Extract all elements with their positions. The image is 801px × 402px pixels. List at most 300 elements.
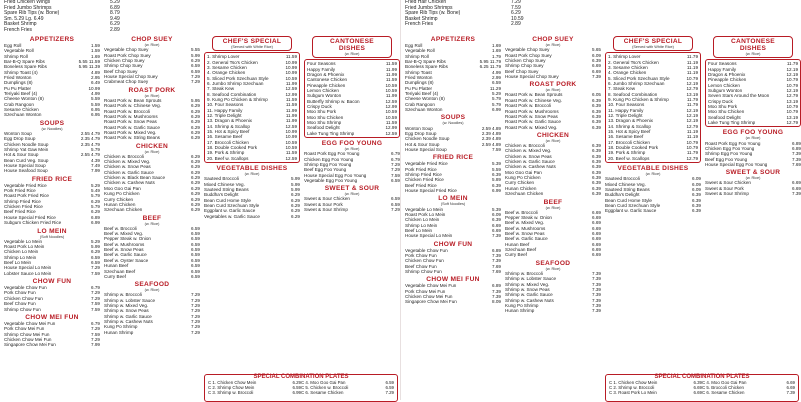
item-name: Vegetable Chow Mei Fun [4, 320, 56, 326]
item-name: Cantonese Chicken [307, 77, 348, 83]
item-name: 10. Four Seasons [207, 102, 244, 108]
item-price: 5.39 [492, 206, 501, 212]
section-subtitle: (w. Rice) [745, 136, 761, 141]
top-items [405, 0, 460, 28]
item-name: Chicken Egg Foo Young [705, 145, 755, 151]
item-price: 6.39 [492, 217, 501, 223]
item-price: 10.99 [285, 70, 297, 76]
item-price: 11.59 [285, 96, 297, 102]
menu-section [405, 154, 501, 193]
item-name: Bean Curd Szechuan Style [204, 203, 260, 208]
section-header [312, 36, 392, 58]
item-name: Sweet & Sour Pork [705, 185, 744, 191]
menu-section [505, 199, 601, 258]
top-strip-text: 7.59 [511, 4, 521, 11]
item-list [505, 92, 601, 129]
section-title: CANTONESE DISHES [731, 38, 775, 52]
item-price: 6.29 [191, 57, 200, 63]
item-name: Kung Po Chicken [505, 175, 541, 181]
item-price: 6.95 [91, 112, 100, 118]
item-name: Shrimp Chow Fun [4, 306, 41, 312]
section-header [705, 129, 801, 140]
item-price: 6.59 [191, 231, 200, 237]
item-price: 6.29 [191, 119, 200, 125]
item-price: 5.95 11.79 [479, 59, 501, 65]
menu-item [304, 178, 400, 183]
item-name: Shrimp Toast (4) [4, 69, 38, 75]
item-list [304, 196, 400, 212]
item-name: Beef Fried Rice [4, 209, 36, 215]
item-price: 5.99 [291, 181, 300, 187]
item-price: 6.79 [391, 156, 400, 162]
item-name: C 3. Roast Pork Lo Mein [609, 390, 657, 395]
section-header [4, 36, 100, 43]
item-price: 6.29 [191, 185, 200, 191]
item-price: 6.89 [91, 214, 100, 220]
item-price: 4.99 [492, 69, 501, 75]
item-name: Beef w. Mixed Veg. [104, 231, 144, 237]
item-name: Seafood Delight [708, 114, 741, 120]
item-name: 15. Hot & Spicy Beef [608, 129, 651, 135]
item-name: Hot & Sour Soup [405, 141, 440, 147]
item-price: 13.19 [686, 91, 698, 97]
section-title: SEAFOOD [535, 259, 571, 267]
item-name: Fried Wonton [4, 75, 32, 81]
item-name: Sweet & Sour Chicken [705, 180, 751, 186]
item-price: 6.69 [592, 252, 601, 258]
item-price: 6.69 [592, 241, 601, 247]
combo-title: SPECIAL COMBINATION PLATES [654, 374, 750, 380]
item-name: Roast Pork w. Mixed Veg. [104, 129, 157, 135]
item-price: 1.59 [91, 43, 100, 48]
item-name: Mixed Chinese Veg. [204, 181, 245, 187]
combo-list [702, 380, 795, 395]
item-name: 18. Double Cooked Pork [207, 145, 258, 151]
item-price: 6.29 [91, 198, 100, 204]
item-price: 6.39 [592, 113, 601, 119]
item-list [4, 239, 100, 276]
menu-section [605, 165, 701, 214]
item-price: 12.99 [385, 103, 397, 109]
item-price: 6.25 11.79 [479, 64, 501, 70]
menu-section [304, 36, 400, 138]
menu-section [4, 314, 100, 348]
item-name: Lake Tung Ting Shrimp [708, 119, 756, 125]
item-price: 5.79 [492, 96, 501, 102]
item-name: Chicken w. Snow Peas [104, 164, 151, 170]
item-price: 5.55 [191, 47, 200, 53]
item-name: 20. Beef w. Scallops [608, 155, 650, 161]
menu-section [505, 132, 601, 197]
item-name: Mixed Chinese Veg. [605, 181, 646, 187]
item-name: Chicken w. Broccoli [505, 143, 545, 149]
item-name: C 2. Shrimp w. Broccoli [609, 385, 655, 390]
section-header [505, 132, 601, 143]
item-name: C 6. Sesame Chicken [702, 390, 745, 395]
item-price: 13.19 [786, 98, 798, 104]
item-name: Egg Roll [4, 43, 22, 48]
item-price: 11.99 [385, 71, 397, 77]
item-price: 7.39 [792, 151, 801, 157]
item-price: 6.29 [291, 197, 300, 203]
item-name: Chicken Egg Foo Young [304, 156, 354, 162]
item-price: 6.29 [191, 124, 200, 130]
section-subtitle: (Served with White Rice) [632, 45, 674, 49]
item-price: 11.59 [385, 77, 397, 83]
item-price: 5.99 [291, 186, 300, 192]
item-price: 7.39 [492, 288, 501, 294]
section-title: CHICKEN [135, 142, 169, 150]
item-name: Beef Chow Fun [4, 301, 36, 307]
section-title: SWEET & SOUR [725, 169, 781, 177]
item-price: 7.29 [385, 390, 394, 395]
item-price: 6.59 [492, 80, 501, 86]
item-price: 6.29 [191, 135, 200, 141]
item-price: 12.79 [786, 119, 798, 125]
menu-section [304, 185, 400, 212]
item-list [705, 141, 801, 168]
section-header [505, 81, 601, 92]
item-name: Singapore Chow Mei Fun [4, 342, 56, 348]
item-price: 7.29 [191, 297, 200, 303]
item-price: 2.55 4.79 [80, 152, 100, 158]
item-price: 5.89 [492, 177, 501, 183]
item-list [204, 52, 300, 163]
item-price: 6.29 [191, 153, 200, 159]
item-price: 6.89 [792, 140, 801, 146]
item-name: Chicken w. Garlic Sauce [104, 169, 154, 175]
combo-list [609, 380, 702, 395]
section-title: CHOW FUN [32, 278, 72, 286]
section-title: CHOP SUEY [131, 36, 173, 43]
menu-item [104, 330, 200, 335]
section-title: CHOW MEI FUN [426, 276, 480, 284]
item-name: Shrimp w. Broccoli [104, 292, 142, 298]
item-name: Vegetable Chow Fun [405, 247, 448, 253]
menu-section [405, 36, 501, 112]
section-header [4, 278, 100, 285]
item-name: Szechuan Chicken [505, 191, 544, 197]
section-subtitle: (w. Noodles) [41, 126, 63, 131]
top-strip-text: 8.79 [110, 10, 120, 17]
item-price: 6.59 [391, 201, 400, 207]
item-name: Sauteed Broccoli [605, 176, 640, 182]
item-name: Shrimp w. Cashew Nuts [104, 319, 153, 325]
item-name: Roast Pork w. Mushrooms [505, 108, 559, 114]
item-price: 6.59 [191, 236, 200, 242]
menu-section [505, 36, 601, 79]
item-price: 7.29 [191, 292, 200, 298]
combo-plates-box [204, 374, 398, 402]
item-name: Roast Pork Chop Suey [505, 52, 552, 58]
menu-section [605, 36, 701, 163]
item-name: Egg Drop Soup [405, 131, 437, 137]
section-subtitle: (w. Rice) [144, 221, 160, 226]
item-price: 7.29 [91, 295, 100, 301]
item-price: 1.69 [492, 43, 501, 48]
top-strip-text: Fried Jumbo Shrimps [405, 4, 453, 11]
item-name: Vegetable Fried Rice [4, 182, 47, 188]
item-price: 7.39 [592, 303, 601, 309]
item-price: 7.39 [492, 253, 501, 259]
menu-section [104, 143, 200, 213]
item-price: 11.79 [786, 61, 798, 67]
item-price: 4.39 [91, 157, 100, 163]
item-price: 7.39 [492, 233, 501, 239]
item-name: Wonton Soup [4, 131, 32, 137]
item-price: 6.39 [592, 164, 601, 170]
item-price: 4.89 [91, 69, 100, 75]
item-price: 7.29 [391, 161, 400, 167]
menu-section [4, 120, 100, 174]
item-price: 10.99 [285, 129, 297, 135]
top-strip [401, 0, 801, 34]
item-name: Moo Goo Gai Pan [505, 169, 542, 175]
item-name: Roast Pork w. Mixed Veg. [505, 124, 558, 130]
top-strip-text: French Fries [4, 26, 33, 33]
section-title: CHOW FUN [433, 240, 473, 248]
item-name: C 2. Shrimp Chow Mein [208, 385, 255, 390]
item-name: Moo Shu Pork [307, 109, 337, 115]
item-price: 6.69 [786, 385, 795, 390]
item-price: 6.59 [191, 252, 200, 258]
item-price: 6.39 [592, 159, 601, 165]
item-price: 7.59 [91, 270, 100, 276]
item-name: C 4. Moo Goo Gai Pan [301, 380, 346, 385]
top-strip-text: 9.49 [110, 15, 120, 22]
item-name: Chicken Chop Suey [505, 57, 546, 63]
combo-item [702, 390, 795, 395]
item-name: House Special Fried Rice [4, 214, 56, 220]
item-name: Pork Chow Fun [4, 290, 36, 296]
item-price: 7.99 [91, 342, 100, 348]
item-name: Bar-B-Q Spare Ribs [4, 59, 45, 65]
section-subtitle: (w. Rice) [545, 43, 561, 47]
menu-section [405, 241, 501, 275]
item-price: 11.99 [285, 107, 297, 113]
section-header [104, 87, 200, 98]
section-subtitle: (w. Rice) [645, 172, 661, 177]
item-price: 10.79 [686, 145, 698, 151]
item-list [304, 151, 400, 183]
combo-item [301, 390, 394, 395]
item-price: 7.59 [391, 172, 400, 178]
item-price: 6.29 [291, 203, 300, 208]
item-price: 11.19 [686, 134, 698, 140]
item-price: 6.39 [692, 208, 701, 214]
section-header [405, 154, 501, 161]
item-name: Roast Pork Egg Foo Young [304, 151, 360, 157]
top-strip-text: Basket Shrimp [405, 15, 438, 22]
item-list [4, 43, 100, 118]
item-price: 10.99 [88, 85, 100, 91]
item-price: 12.79 [686, 155, 698, 161]
item-name: Shrimp Egg Foo Young [304, 161, 352, 167]
item-price: 6.69 [792, 185, 801, 191]
item-price: 7.39 [592, 308, 601, 314]
item-list [405, 126, 501, 153]
item-price: 11.79 [686, 96, 698, 102]
item-price: 12.59 [285, 155, 297, 161]
menu-item [708, 120, 798, 125]
item-name: 5. Sliced Pork Szechuan Style [608, 75, 670, 81]
item-name: Happy Family [307, 66, 336, 72]
item-price: 6.09 [692, 186, 701, 192]
item-name: 1. Shrimp Lover [608, 54, 641, 60]
item-price: 6.59 [91, 260, 100, 266]
section-header [104, 36, 200, 47]
item-price: 6.89 [792, 145, 801, 151]
item-price: 11.19 [686, 129, 698, 135]
item-name: Crab Rangoon [4, 101, 34, 107]
item-name: Dragon & Phoenix [307, 71, 345, 77]
section-title: CHOP SUEY [532, 36, 574, 43]
item-price: 6.39 [592, 143, 601, 149]
menu-item [405, 147, 501, 152]
item-name: 3. Sesame Chicken [608, 64, 648, 70]
item-name: 4. Orange Chicken [608, 70, 647, 76]
section-title: FRIED RICE [31, 175, 73, 183]
menu-column [705, 36, 801, 198]
item-list [4, 285, 100, 312]
item-name: Roast Pork w. String Beans [104, 135, 160, 141]
item-price: 12.19 [686, 107, 698, 113]
item-name: Beef Lo Mein [4, 260, 32, 266]
menu-item [304, 207, 400, 212]
item-price: 7.69 [492, 263, 501, 269]
top-strip [0, 0, 400, 34]
item-price: 7.39 [792, 156, 801, 162]
section-title: CHOW MEI FUN [25, 313, 79, 321]
item-price: 5.39 [492, 161, 501, 167]
item-name: Bean Curd Home Style [605, 197, 652, 203]
section-title: SOUPS [39, 119, 65, 127]
item-name: Roast Pork w. Garlic Sauce [104, 124, 160, 130]
item-price: 12.19 [786, 87, 798, 93]
section-title: APPETIZERS [29, 36, 75, 43]
item-price: 7.39 [492, 294, 501, 300]
item-name: C 1. Chicken Chow Mein [208, 380, 257, 385]
item-name: 8. Seafood Combination [207, 91, 257, 97]
item-price: 6.59 [385, 380, 394, 385]
item-price: 7.29 [191, 324, 200, 330]
item-name: Shrimp w. Garlic Sauce [104, 313, 152, 319]
item-list [104, 226, 200, 279]
item-price: 10.79 [786, 82, 798, 88]
item-price: 6.29 [291, 192, 300, 198]
item-price: 6.39 [592, 180, 601, 186]
item-name: Vegetable Lo Mein [405, 206, 444, 212]
section-subtitle: (w. Rice) [545, 138, 561, 143]
item-name: Sauteed String Beans [605, 186, 650, 192]
menu-item [207, 156, 297, 161]
menu-item [505, 125, 601, 130]
item-price: 7.49 [91, 163, 100, 169]
item-name: Boneless Spare Ribs [4, 64, 47, 70]
section-title: APPETIZERS [430, 36, 476, 43]
item-price: 6.59 [191, 68, 200, 74]
section-header [405, 195, 501, 206]
item-price: 6.69 [492, 222, 501, 228]
item-name: Vegetable Roll [4, 48, 34, 54]
item-price: 2.99 [492, 75, 501, 81]
item-name: Lemon Chicken [307, 87, 339, 93]
item-list [605, 52, 701, 163]
item-name: Chicken Lo Mein [4, 249, 39, 255]
item-price: 5.65 [592, 47, 601, 53]
item-name: Kung Po Shrimp [104, 324, 138, 330]
top-items [4, 0, 59, 34]
item-list [505, 47, 601, 79]
item-price: 5.29 [91, 182, 100, 188]
item-price: 4.99 [91, 91, 100, 97]
item-name: 20. Beef w. Scallops [207, 155, 249, 161]
item-name: Beef w. Snow Peas [505, 231, 545, 237]
item-price: 11.99 [385, 93, 397, 99]
menu-item [104, 135, 200, 140]
item-name: Dumplings (8) [4, 80, 33, 86]
combo-list [301, 380, 394, 395]
item-list [505, 210, 601, 258]
item-name: Sweet & Sour Shrimp [705, 191, 749, 197]
item-price: 12.99 [385, 125, 397, 131]
item-price: 11.29 [489, 85, 501, 91]
section-subtitle: (w. Rice) [344, 192, 360, 197]
item-price: 6.59 [191, 241, 200, 247]
item-price: 7.39 [592, 287, 601, 293]
item-price: 12.59 [385, 98, 397, 104]
item-name: Hunan Beef [505, 241, 530, 247]
item-price: 7.59 [91, 306, 100, 312]
item-price: 7.29 [191, 79, 200, 85]
item-list [104, 154, 200, 213]
item-name: Hunan Chicken [505, 185, 537, 191]
item-name: Bean Curd Szechuan Style [605, 203, 661, 208]
menu-item [505, 308, 601, 313]
item-name: House Special Lo Mein [405, 233, 453, 239]
item-name: Pork Chow Mei Fun [405, 288, 446, 294]
menu-column [204, 36, 300, 221]
item-price: 5.95 [191, 97, 200, 103]
item-price: 5.99 [291, 176, 300, 182]
top-strip-text: Fried Half Chicken [405, 0, 447, 5]
item-name: Sauteed String Beans [204, 186, 249, 192]
item-price: 6.09 [692, 181, 701, 187]
item-name: Pork Fried Rice [405, 166, 437, 172]
item-name: Chicken Chow Fun [4, 295, 43, 301]
item-price: 10.59 [385, 87, 397, 93]
item-list [304, 59, 400, 138]
item-price: 6.39 [492, 172, 501, 178]
section-subtitle: (w. Rice) [144, 288, 160, 293]
top-strip-text: French Fries [405, 21, 434, 28]
item-list [405, 161, 501, 193]
item-name: Chicken Noodle Soup [4, 141, 49, 147]
item-price: 10.79 [686, 75, 698, 81]
item-name: Chicken Chop Suey [104, 57, 145, 63]
item-name: Beef w. Garlic Sauce [505, 236, 548, 242]
item-name: C 3. Shrimp w. Broccoli [208, 390, 254, 395]
item-price: 6.69 [592, 63, 601, 69]
item-price: 11.59 [285, 102, 297, 108]
item-price: 6.79 [91, 285, 100, 291]
menu-section [104, 36, 200, 85]
item-price: 6.29 [191, 129, 200, 135]
item-list [405, 283, 501, 304]
item-name: Subgum Wonton [708, 87, 743, 93]
top-strip-text: Spare Rib Tips (w. Bone) [4, 10, 60, 17]
item-name: Shrimp Chop Suey [104, 63, 143, 69]
